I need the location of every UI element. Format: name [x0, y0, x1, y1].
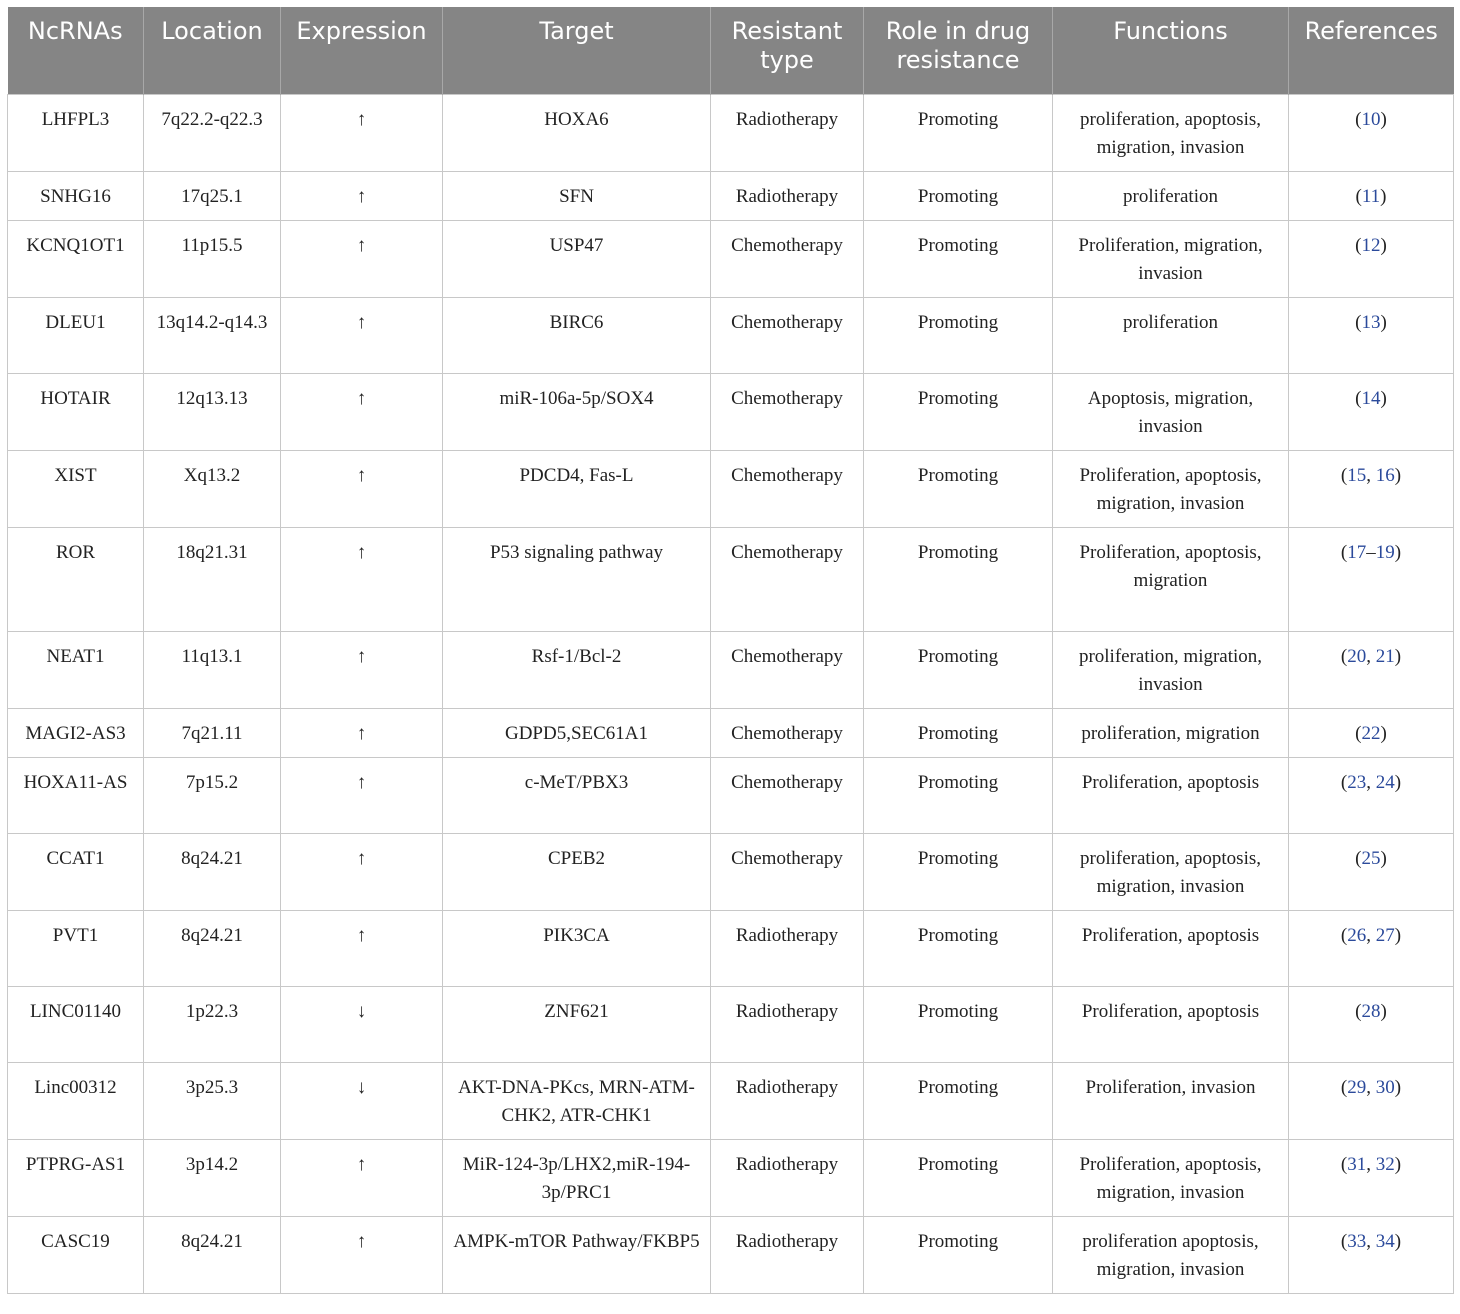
cell-references	[1289, 171, 1454, 220]
reference-link[interactable]: 32	[1375, 1153, 1395, 1175]
ref-separator: ,	[1366, 771, 1376, 793]
cell-expression: ↑	[281, 708, 443, 757]
cell-expression: ↑	[281, 94, 443, 171]
cell-functions: proliferation	[1053, 171, 1289, 220]
reference-link[interactable]: 34	[1375, 1230, 1395, 1252]
cell-target: Rsf-1/Bcl-2	[443, 631, 711, 708]
cell-location: 8q24.21	[144, 1216, 281, 1293]
cell-resistant-type: Chemotherapy	[711, 757, 864, 833]
cell-resistant-type: Chemotherapy	[711, 527, 864, 631]
cell-role: Promoting	[864, 1062, 1053, 1139]
ref-paren-close: )	[1394, 464, 1402, 486]
cell-references	[1289, 297, 1454, 373]
cell-resistant-type: Chemotherapy	[711, 297, 864, 373]
cell-references	[1289, 527, 1454, 631]
cell-references	[1289, 833, 1454, 910]
cell-ncrna: DLEU1	[8, 297, 144, 373]
reference-link[interactable]: 14	[1361, 387, 1381, 409]
cell-role: Promoting	[864, 94, 1053, 171]
cell-expression: ↑	[281, 297, 443, 373]
reference-link[interactable]: 26	[1347, 924, 1367, 946]
ref-paren-close: )	[1380, 1000, 1387, 1022]
cell-role: Promoting	[864, 1216, 1053, 1293]
cell-resistant-type: Radiotherapy	[711, 1216, 864, 1293]
cell-target: USP47	[443, 220, 711, 297]
cell-role: Promoting	[864, 220, 1053, 297]
cell-functions: Proliferation, apoptosis, migration, invasion	[1053, 1139, 1289, 1216]
cell-ncrna: PVT1	[8, 910, 144, 986]
cell-expression: ↓	[281, 1062, 443, 1139]
ref-paren-close: )	[1394, 1230, 1402, 1252]
reference-link[interactable]: 33	[1347, 1230, 1367, 1252]
header-expression: Expression	[281, 7, 443, 94]
ref-paren-open: (	[1340, 1076, 1348, 1098]
cell-ncrna: XIST	[8, 450, 144, 527]
cell-role: Promoting	[864, 527, 1053, 631]
cell-references	[1289, 220, 1454, 297]
reference-link[interactable]: 28	[1361, 1000, 1381, 1022]
ref-separator: ,	[1366, 464, 1376, 486]
reference-link[interactable]: 19	[1375, 541, 1395, 563]
cell-target: PDCD4, Fas-L	[443, 450, 711, 527]
table-row	[8, 986, 1454, 1062]
header-row	[8, 7, 1454, 94]
ref-paren-open: (	[1340, 924, 1348, 946]
cell-functions: Proliferation, migration, invasion	[1053, 220, 1289, 297]
cell-location: Xq13.2	[144, 450, 281, 527]
table-row	[8, 833, 1454, 910]
table-row	[8, 757, 1454, 833]
cell-target: c-MeT/PBX3	[443, 757, 711, 833]
table-row	[8, 910, 1454, 986]
cell-ncrna: MAGI2-AS3	[8, 708, 144, 757]
cell-functions: Proliferation, invasion	[1053, 1062, 1289, 1139]
ref-paren-open: (	[1340, 1230, 1348, 1252]
ref-paren-open: (	[1355, 108, 1362, 130]
cell-references	[1289, 450, 1454, 527]
ref-paren-close: )	[1380, 108, 1387, 130]
reference-link[interactable]: 31	[1347, 1153, 1367, 1175]
cell-expression: ↑	[281, 1216, 443, 1293]
cell-ncrna: NEAT1	[8, 631, 144, 708]
ref-paren-close: )	[1394, 771, 1402, 793]
reference-link[interactable]: 21	[1375, 645, 1395, 667]
cell-expression: ↑	[281, 1139, 443, 1216]
ref-separator: ,	[1366, 645, 1376, 667]
cell-ncrna: HOXA11-AS	[8, 757, 144, 833]
reference-link[interactable]: 22	[1361, 722, 1381, 744]
reference-link[interactable]: 17	[1347, 541, 1367, 563]
cell-resistant-type: Radiotherapy	[711, 1139, 864, 1216]
ref-paren-open: (	[1355, 311, 1362, 333]
cell-resistant-type: Chemotherapy	[711, 631, 864, 708]
ref-paren-close: )	[1394, 924, 1402, 946]
header-resistant-type: Resistant type	[711, 7, 864, 94]
ref-paren-close: )	[1380, 847, 1387, 869]
cell-expression: ↑	[281, 833, 443, 910]
cell-location: 17q25.1	[144, 171, 281, 220]
cell-location: 11q13.1	[144, 631, 281, 708]
cell-references	[1289, 910, 1454, 986]
cell-role: Promoting	[864, 171, 1053, 220]
cell-resistant-type: Chemotherapy	[711, 220, 864, 297]
cell-location: 8q24.21	[144, 910, 281, 986]
cell-target: BIRC6	[443, 297, 711, 373]
header-location: Location	[144, 7, 281, 94]
cell-resistant-type: Radiotherapy	[711, 94, 864, 171]
ref-paren-open: (	[1355, 722, 1362, 744]
cell-expression: ↑	[281, 631, 443, 708]
cell-target: AMPK-mTOR Pathway/FKBP5	[443, 1216, 711, 1293]
cell-location: 13q14.2-q14.3	[144, 297, 281, 373]
cell-location: 7p15.2	[144, 757, 281, 833]
ref-paren-open: (	[1355, 847, 1362, 869]
table-row	[8, 297, 1454, 373]
table-row	[8, 1062, 1454, 1139]
cell-functions: proliferation, apoptosis, migration, invasion	[1053, 94, 1289, 171]
cell-target: ZNF621	[443, 986, 711, 1062]
cell-location: 8q24.21	[144, 833, 281, 910]
cell-location: 7q21.11	[144, 708, 281, 757]
cell-functions: proliferation, apoptosis, migration, invasion	[1053, 833, 1289, 910]
header-references: References	[1289, 7, 1454, 94]
ref-paren-close: )	[1380, 234, 1387, 256]
cell-ncrna: CASC19	[8, 1216, 144, 1293]
cell-functions: proliferation	[1053, 297, 1289, 373]
header-role: Role in drug resistance	[864, 7, 1053, 94]
cell-location: 3p14.2	[144, 1139, 281, 1216]
cell-role: Promoting	[864, 373, 1053, 450]
cell-target: SFN	[443, 171, 711, 220]
reference-link[interactable]: 16	[1375, 464, 1395, 486]
cell-role: Promoting	[864, 297, 1053, 373]
table-row	[8, 373, 1454, 450]
cell-references	[1289, 708, 1454, 757]
reference-link[interactable]: 13	[1361, 311, 1381, 333]
cell-resistant-type: Chemotherapy	[711, 833, 864, 910]
ref-paren-open: (	[1355, 1000, 1362, 1022]
ref-paren-open: (	[1355, 234, 1362, 256]
cell-expression: ↑	[281, 220, 443, 297]
table-row	[8, 171, 1454, 220]
cell-functions: proliferation, migration	[1053, 708, 1289, 757]
cell-expression: ↓	[281, 986, 443, 1062]
cell-resistant-type: Radiotherapy	[711, 986, 864, 1062]
cell-expression: ↑	[281, 757, 443, 833]
cell-ncrna: KCNQ1OT1	[8, 220, 144, 297]
ref-separator: ,	[1366, 1153, 1376, 1175]
ncrna-table-container	[7, 7, 1453, 1294]
cell-role: Promoting	[864, 910, 1053, 986]
cell-references	[1289, 373, 1454, 450]
cell-functions: Apoptosis, migration, invasion	[1053, 373, 1289, 450]
table-row	[8, 527, 1454, 631]
cell-location: 7q22.2-q22.3	[144, 94, 281, 171]
cell-resistant-type: Chemotherapy	[711, 373, 864, 450]
table-row	[8, 450, 1454, 527]
cell-expression: ↑	[281, 450, 443, 527]
cell-target: HOXA6	[443, 94, 711, 171]
reference-link[interactable]: 30	[1375, 1076, 1395, 1098]
cell-resistant-type: Chemotherapy	[711, 450, 864, 527]
table-row	[8, 220, 1454, 297]
table-row	[8, 708, 1454, 757]
ref-paren-close: )	[1394, 645, 1402, 667]
cell-functions: Proliferation, apoptosis, migration	[1053, 527, 1289, 631]
cell-resistant-type: Chemotherapy	[711, 708, 864, 757]
cell-functions: proliferation apoptosis, migration, invasion	[1053, 1216, 1289, 1293]
cell-references	[1289, 1139, 1454, 1216]
ref-paren-open: (	[1340, 464, 1348, 486]
cell-target: MiR-124-3p/LHX2,miR-194-3p/PRC1	[443, 1139, 711, 1216]
cell-target: P53 signaling pathway	[443, 527, 711, 631]
cell-functions: Proliferation, apoptosis, migration, invasion	[1053, 450, 1289, 527]
reference-link[interactable]: 12	[1361, 234, 1381, 256]
table-row	[8, 94, 1454, 171]
cell-role: Promoting	[864, 757, 1053, 833]
ref-paren-open: (	[1355, 185, 1362, 207]
reference-link[interactable]: 24	[1375, 771, 1395, 793]
reference-link[interactable]: 27	[1375, 924, 1395, 946]
reference-link[interactable]: 23	[1347, 771, 1367, 793]
ncrna-drug-resistance-table	[7, 7, 1454, 1294]
table-body	[8, 94, 1454, 1293]
ref-separator: –	[1366, 541, 1376, 563]
cell-location: 11p15.5	[144, 220, 281, 297]
cell-references	[1289, 1216, 1454, 1293]
cell-location: 1p22.3	[144, 986, 281, 1062]
cell-functions: proliferation, migration, invasion	[1053, 631, 1289, 708]
cell-target: CPEB2	[443, 833, 711, 910]
ref-paren-close: )	[1394, 1076, 1402, 1098]
cell-role: Promoting	[864, 1139, 1053, 1216]
reference-link[interactable]: 11	[1361, 185, 1381, 207]
cell-references	[1289, 94, 1454, 171]
reference-link[interactable]: 29	[1347, 1076, 1367, 1098]
header-target: Target	[443, 7, 711, 94]
cell-location: 3p25.3	[144, 1062, 281, 1139]
ref-paren-open: (	[1340, 645, 1348, 667]
cell-target: PIK3CA	[443, 910, 711, 986]
ref-separator: ,	[1366, 1230, 1376, 1252]
header-ncrnas: NcRNAs	[8, 7, 144, 94]
reference-link[interactable]: 10	[1361, 108, 1381, 130]
cell-references	[1289, 757, 1454, 833]
cell-ncrna: CCAT1	[8, 833, 144, 910]
cell-expression: ↑	[281, 373, 443, 450]
ref-paren-open: (	[1340, 771, 1348, 793]
table-row	[8, 631, 1454, 708]
cell-role: Promoting	[864, 986, 1053, 1062]
cell-expression: ↑	[281, 910, 443, 986]
cell-functions: Proliferation, apoptosis	[1053, 986, 1289, 1062]
cell-resistant-type: Radiotherapy	[711, 1062, 864, 1139]
cell-references	[1289, 1062, 1454, 1139]
ref-paren-close: )	[1380, 185, 1387, 207]
ref-paren-close: )	[1394, 1153, 1402, 1175]
cell-ncrna: ROR	[8, 527, 144, 631]
cell-role: Promoting	[864, 450, 1053, 527]
table-row	[8, 1216, 1454, 1293]
cell-role: Promoting	[864, 631, 1053, 708]
ref-paren-close: )	[1380, 387, 1387, 409]
cell-resistant-type: Radiotherapy	[711, 910, 864, 986]
reference-link[interactable]: 20	[1347, 645, 1367, 667]
cell-target: miR-106a-5p/SOX4	[443, 373, 711, 450]
ref-paren-open: (	[1340, 541, 1348, 563]
cell-expression: ↑	[281, 171, 443, 220]
reference-link[interactable]: 15	[1347, 464, 1367, 486]
cell-location: 12q13.13	[144, 373, 281, 450]
cell-ncrna: SNHG16	[8, 171, 144, 220]
reference-link[interactable]: 25	[1361, 847, 1381, 869]
cell-functions: Proliferation, apoptosis	[1053, 757, 1289, 833]
cell-ncrna: HOTAIR	[8, 373, 144, 450]
cell-target: AKT-DNA-PKcs, MRN-ATM-CHK2, ATR-CHK1	[443, 1062, 711, 1139]
cell-references	[1289, 631, 1454, 708]
cell-references	[1289, 986, 1454, 1062]
cell-expression: ↑	[281, 527, 443, 631]
cell-role: Promoting	[864, 708, 1053, 757]
ref-paren-close: )	[1380, 311, 1387, 333]
cell-functions: Proliferation, apoptosis	[1053, 910, 1289, 986]
ref-paren-close: )	[1394, 541, 1402, 563]
cell-ncrna: LHFPL3	[8, 94, 144, 171]
header-functions: Functions	[1053, 7, 1289, 94]
cell-role: Promoting	[864, 833, 1053, 910]
ref-paren-open: (	[1355, 387, 1362, 409]
table-row	[8, 1139, 1454, 1216]
cell-ncrna: PTPRG-AS1	[8, 1139, 144, 1216]
ref-paren-open: (	[1340, 1153, 1348, 1175]
cell-ncrna: Linc00312	[8, 1062, 144, 1139]
cell-target: GDPD5,SEC61A1	[443, 708, 711, 757]
cell-location: 18q21.31	[144, 527, 281, 631]
cell-ncrna: LINC01140	[8, 986, 144, 1062]
cell-resistant-type: Radiotherapy	[711, 171, 864, 220]
ref-paren-close: )	[1380, 722, 1387, 744]
ref-separator: ,	[1366, 1076, 1376, 1098]
ref-separator: ,	[1366, 924, 1376, 946]
